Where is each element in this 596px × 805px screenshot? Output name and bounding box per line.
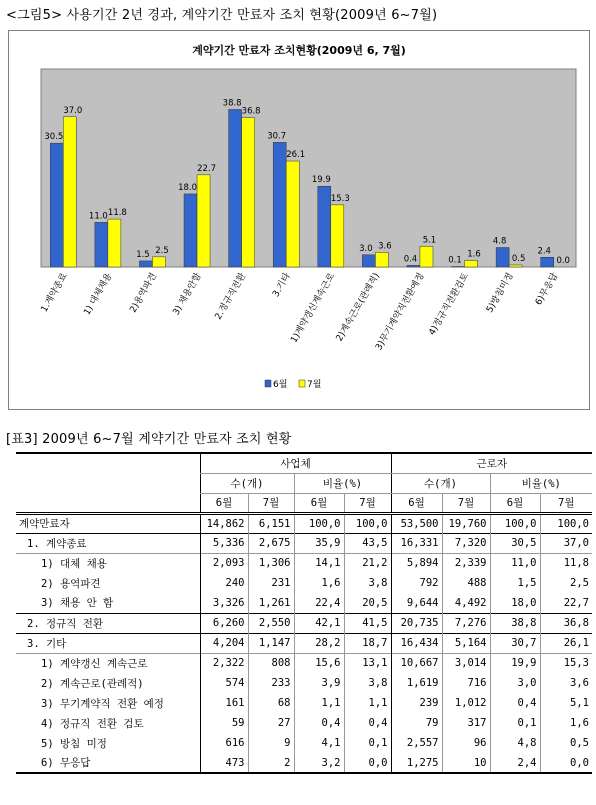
table-cell: 4,492 <box>442 593 490 613</box>
bar-jun <box>273 142 286 267</box>
table-cell: 1,6 <box>540 713 592 733</box>
header-workers: 근로자 <box>391 453 592 473</box>
table-cell: 3,9 <box>294 673 344 693</box>
table-cell: 0,1 <box>344 733 391 753</box>
table-cell: 18,7 <box>344 633 391 653</box>
bar-jul <box>152 257 165 267</box>
header-blank <box>16 453 200 513</box>
table-row <box>16 573 592 593</box>
data-label: 11.0 <box>88 211 108 222</box>
table-cell: 2 <box>248 753 294 773</box>
data-label: 38.8 <box>222 98 242 109</box>
table-cell: 2,675 <box>248 533 294 553</box>
table-row <box>16 633 592 653</box>
table-cell: 231 <box>248 573 294 593</box>
bar-jul <box>420 246 433 267</box>
header-month: 6월 <box>391 493 442 513</box>
category-label: 5)방침미정 <box>485 271 516 315</box>
table-cell: 0,4 <box>344 713 391 733</box>
table-cell: 473 <box>200 753 248 773</box>
table-row <box>16 673 592 693</box>
table-cell: 19,760 <box>442 513 490 533</box>
bar-jun <box>496 248 509 267</box>
data-label: 30.5 <box>44 132 64 143</box>
table-row <box>16 733 592 753</box>
table-cell: 2,4 <box>490 753 540 773</box>
table-cell: 7,276 <box>442 613 490 633</box>
table-row <box>16 653 592 673</box>
table-cell: 1,275 <box>391 753 442 773</box>
category-label: 3) 채용안함 <box>171 271 204 318</box>
table-cell: 9 <box>248 733 294 753</box>
data-label: 0.4 <box>403 254 418 265</box>
table-caption: [표3] 2009년 6~7월 계약기간 만료자 조치 현황 <box>6 432 292 447</box>
table-row <box>16 513 592 533</box>
header-establishment: 사업체 <box>200 453 391 473</box>
table-cell: 3,326 <box>200 593 248 613</box>
table-cell: 16,434 <box>391 633 442 653</box>
table-cell: 26,1 <box>540 633 592 653</box>
table-cell: 239 <box>391 693 442 713</box>
table-cell: 36,8 <box>540 613 592 633</box>
table-cell: 3,6 <box>540 673 592 693</box>
table-cell: 10 <box>442 753 490 773</box>
table-cell: 3,014 <box>442 653 490 673</box>
data-label: 18.0 <box>178 182 198 193</box>
table-cell: 30,7 <box>490 633 540 653</box>
table-row <box>16 593 592 613</box>
bar-jul <box>197 175 210 267</box>
table-row <box>16 533 592 553</box>
bar-jun <box>541 257 554 267</box>
table-cell: 79 <box>391 713 442 733</box>
table-cell: 53,500 <box>391 513 442 533</box>
table-cell: 6,151 <box>248 513 294 533</box>
table-cell: 1,306 <box>248 553 294 573</box>
table-cell: 100,0 <box>540 513 592 533</box>
header-month: 6월 <box>490 493 540 513</box>
table-cell: 3,2 <box>294 753 344 773</box>
table-cell: 27 <box>248 713 294 733</box>
data-label: 0.0 <box>556 256 570 266</box>
table-cell: 240 <box>200 573 248 593</box>
category-label: 4)정규직전환검토 <box>427 271 472 338</box>
table-cell: 22,7 <box>540 593 592 613</box>
table-cell: 0,4 <box>490 693 540 713</box>
table-row <box>16 753 592 773</box>
data-label: 3.0 <box>359 243 373 254</box>
bar-jun <box>184 194 197 267</box>
table-cell: 5,1 <box>540 693 592 713</box>
data-label: 5.1 <box>422 235 437 246</box>
table-cell: 41,5 <box>344 613 391 633</box>
row-label: 5) 방침 미정 <box>41 737 107 750</box>
table-cell: 11,8 <box>540 553 592 573</box>
table-cell: 42,1 <box>294 613 344 633</box>
data-label: 1.5 <box>136 249 150 260</box>
table-cell: 2,339 <box>442 553 490 573</box>
row-label: 4) 정규직 전환 검토 <box>41 717 144 730</box>
bar-jun <box>407 265 420 267</box>
table-cell: 5,894 <box>391 553 442 573</box>
table-cell: 1,1 <box>294 693 344 713</box>
table-cell: 15,3 <box>540 653 592 673</box>
table-cell: 20,735 <box>391 613 442 633</box>
table-row <box>16 613 592 633</box>
row-label: 3) 무기계약직 전환 예정 <box>41 697 164 710</box>
data-label: 19.9 <box>311 175 331 186</box>
table-cell: 30,5 <box>490 533 540 553</box>
table-cell: 96 <box>442 733 490 753</box>
header-ratio: 비율(%) <box>294 473 391 493</box>
category-label: 1.계약종료 <box>39 271 70 315</box>
table-cell: 19,9 <box>490 653 540 673</box>
legend-label: 7월 <box>307 380 322 390</box>
table-cell: 1,5 <box>490 573 540 593</box>
data-label: 15.3 <box>330 193 350 204</box>
header-count: 수(개) <box>200 473 294 493</box>
table-cell: 15,6 <box>294 653 344 673</box>
table-cell: 68 <box>248 693 294 713</box>
header-month: 7월 <box>442 493 490 513</box>
table-cell: 28,2 <box>294 633 344 653</box>
table-cell: 233 <box>248 673 294 693</box>
bar-jul <box>375 252 388 267</box>
table-cell: 2,550 <box>248 613 294 633</box>
data-label: 2.4 <box>537 246 551 257</box>
table-cell: 2,093 <box>200 553 248 573</box>
table-cell: 37,0 <box>540 533 592 553</box>
table-cell: 0,5 <box>540 733 592 753</box>
data-label: 11.8 <box>107 208 127 219</box>
data-label: 2.5 <box>155 245 169 256</box>
row-label: 1) 대체 채용 <box>16 553 200 573</box>
category-label: 1)계약갱신계속근로 <box>289 271 338 345</box>
header-month: 7월 <box>540 493 592 513</box>
table-cell: 0,0 <box>540 753 592 773</box>
header-count: 수(개) <box>391 473 490 493</box>
data-label: 22.7 <box>197 163 217 174</box>
table-cell: 11,0 <box>490 553 540 573</box>
row-label: 6) 무응답 <box>16 753 200 773</box>
table-cell: 10,667 <box>391 653 442 673</box>
legend-label: 6월 <box>273 380 288 390</box>
header-month: 7월 <box>344 493 391 513</box>
bar-jun <box>362 255 375 267</box>
bar-jun <box>50 143 63 267</box>
table-cell: 1,261 <box>248 593 294 613</box>
data-label: 1.6 <box>467 249 481 260</box>
data-label: 4.8 <box>492 236 507 247</box>
row-label: 1. 계약종료 <box>16 533 200 553</box>
category-label: 6)무응답 <box>533 271 561 308</box>
table-cell: 5,336 <box>200 533 248 553</box>
figure-caption: <그림5> 사용기간 2년 경과, 계약기간 만료자 조치 현황(2009년 6~7월) <box>6 8 438 23</box>
table-cell: 7,320 <box>442 533 490 553</box>
table-cell: 1,6 <box>294 573 344 593</box>
table-cell: 808 <box>248 653 294 673</box>
bar-chart <box>8 30 590 410</box>
table-cell: 35,9 <box>294 533 344 553</box>
table-row <box>16 553 592 573</box>
data-table <box>16 452 592 774</box>
header-month: 7월 <box>248 493 294 513</box>
table-cell: 2,557 <box>391 733 442 753</box>
chart-canvas <box>9 31 589 409</box>
header-month: 6월 <box>294 493 344 513</box>
table-cell: 4,8 <box>490 733 540 753</box>
table-cell: 488 <box>442 573 490 593</box>
table-cell: 18,0 <box>490 593 540 613</box>
table-cell: 20,5 <box>344 593 391 613</box>
category-label: 2)용역파견 <box>128 271 160 315</box>
row-label: 2. 정규직 전환 <box>16 613 200 633</box>
table-cell: 4,1 <box>294 733 344 753</box>
bar-jun <box>229 109 242 267</box>
table-cell: 9,644 <box>391 593 442 613</box>
table-cell: 792 <box>391 573 442 593</box>
data-label: 0.5 <box>511 253 526 264</box>
data-label: 30.7 <box>267 131 287 142</box>
bar-jul <box>331 205 344 267</box>
table-cell: 14,862 <box>200 513 248 533</box>
bar-jul <box>242 118 255 267</box>
table-cell: 59 <box>200 713 248 733</box>
table-cell: 1,012 <box>442 693 490 713</box>
bar-jul <box>286 161 299 267</box>
table-cell: 6,260 <box>200 613 248 633</box>
table-cell: 14,1 <box>294 553 344 573</box>
bar-jun <box>318 186 331 267</box>
table-cell: 1,147 <box>248 633 294 653</box>
legend-swatch <box>299 380 305 387</box>
table-cell: 574 <box>200 673 248 693</box>
table-cell: 16,331 <box>391 533 442 553</box>
table-cell: 100,0 <box>294 513 344 533</box>
header-month: 6월 <box>200 493 248 513</box>
table-cell: 3,8 <box>344 573 391 593</box>
table-cell: 22,4 <box>294 593 344 613</box>
row-label: 계약만료자 <box>16 513 200 533</box>
data-label: 26.1 <box>286 150 306 161</box>
table-row <box>16 693 592 713</box>
table-cell: 4,204 <box>200 633 248 653</box>
table-cell: 100,0 <box>344 513 391 533</box>
table-cell: 0,0 <box>344 753 391 773</box>
table-cell: 100,0 <box>490 513 540 533</box>
table-cell: 43,5 <box>344 533 391 553</box>
table-cell: 1,619 <box>391 673 442 693</box>
table-cell: 716 <box>442 673 490 693</box>
header-row-groups <box>16 453 592 473</box>
table-cell: 616 <box>200 733 248 753</box>
bar-jul <box>509 265 522 267</box>
table-cell: 1,1 <box>344 693 391 713</box>
row-label: 3) 채용 안 함 <box>41 597 114 610</box>
data-label: 37.0 <box>63 105 83 116</box>
table-row <box>16 713 592 733</box>
legend-swatch <box>265 380 271 387</box>
table-cell: 317 <box>442 713 490 733</box>
table-cell: 3,8 <box>344 673 391 693</box>
chart-title: 계약기간 만료자 조치현황(2009년 6, 7월) <box>192 44 406 57</box>
bar-jul <box>63 117 76 267</box>
table-cell: 2,5 <box>540 573 592 593</box>
category-label: 3.기타 <box>271 271 293 300</box>
table-cell: 161 <box>200 693 248 713</box>
row-label: 2) 용역파견 <box>41 577 101 590</box>
table-cell: 21,2 <box>344 553 391 573</box>
row-label: 3. 기타 <box>16 633 200 653</box>
category-label: 3)무기계약직전환예정 <box>374 271 427 353</box>
table-cell: 0,4 <box>294 713 344 733</box>
data-label: 3.6 <box>378 241 392 252</box>
bar-jun <box>139 261 152 267</box>
table-body <box>16 513 592 773</box>
header-ratio: 비율(%) <box>490 473 592 493</box>
category-label: 2.정규직전환 <box>213 271 249 322</box>
bar-jun <box>95 222 108 267</box>
table-cell: 5,164 <box>442 633 490 653</box>
row-label: 1) 계약갱신 계속근로 <box>16 653 200 673</box>
bar-jul <box>108 219 121 267</box>
category-label: 2)계속근로(관례적) <box>334 271 382 344</box>
bar-jul <box>465 261 478 267</box>
table-cell: 13,1 <box>344 653 391 673</box>
table-cell: 2,322 <box>200 653 248 673</box>
data-label: 36.8 <box>241 106 261 117</box>
table-cell: 3,0 <box>490 673 540 693</box>
table-cell: 0,1 <box>490 713 540 733</box>
data-label: 0.1 <box>448 255 462 266</box>
category-label: 1) 대체채용 <box>82 271 115 318</box>
row-label: 2) 계속근로(관례적) <box>41 677 144 690</box>
table-cell: 38,8 <box>490 613 540 633</box>
